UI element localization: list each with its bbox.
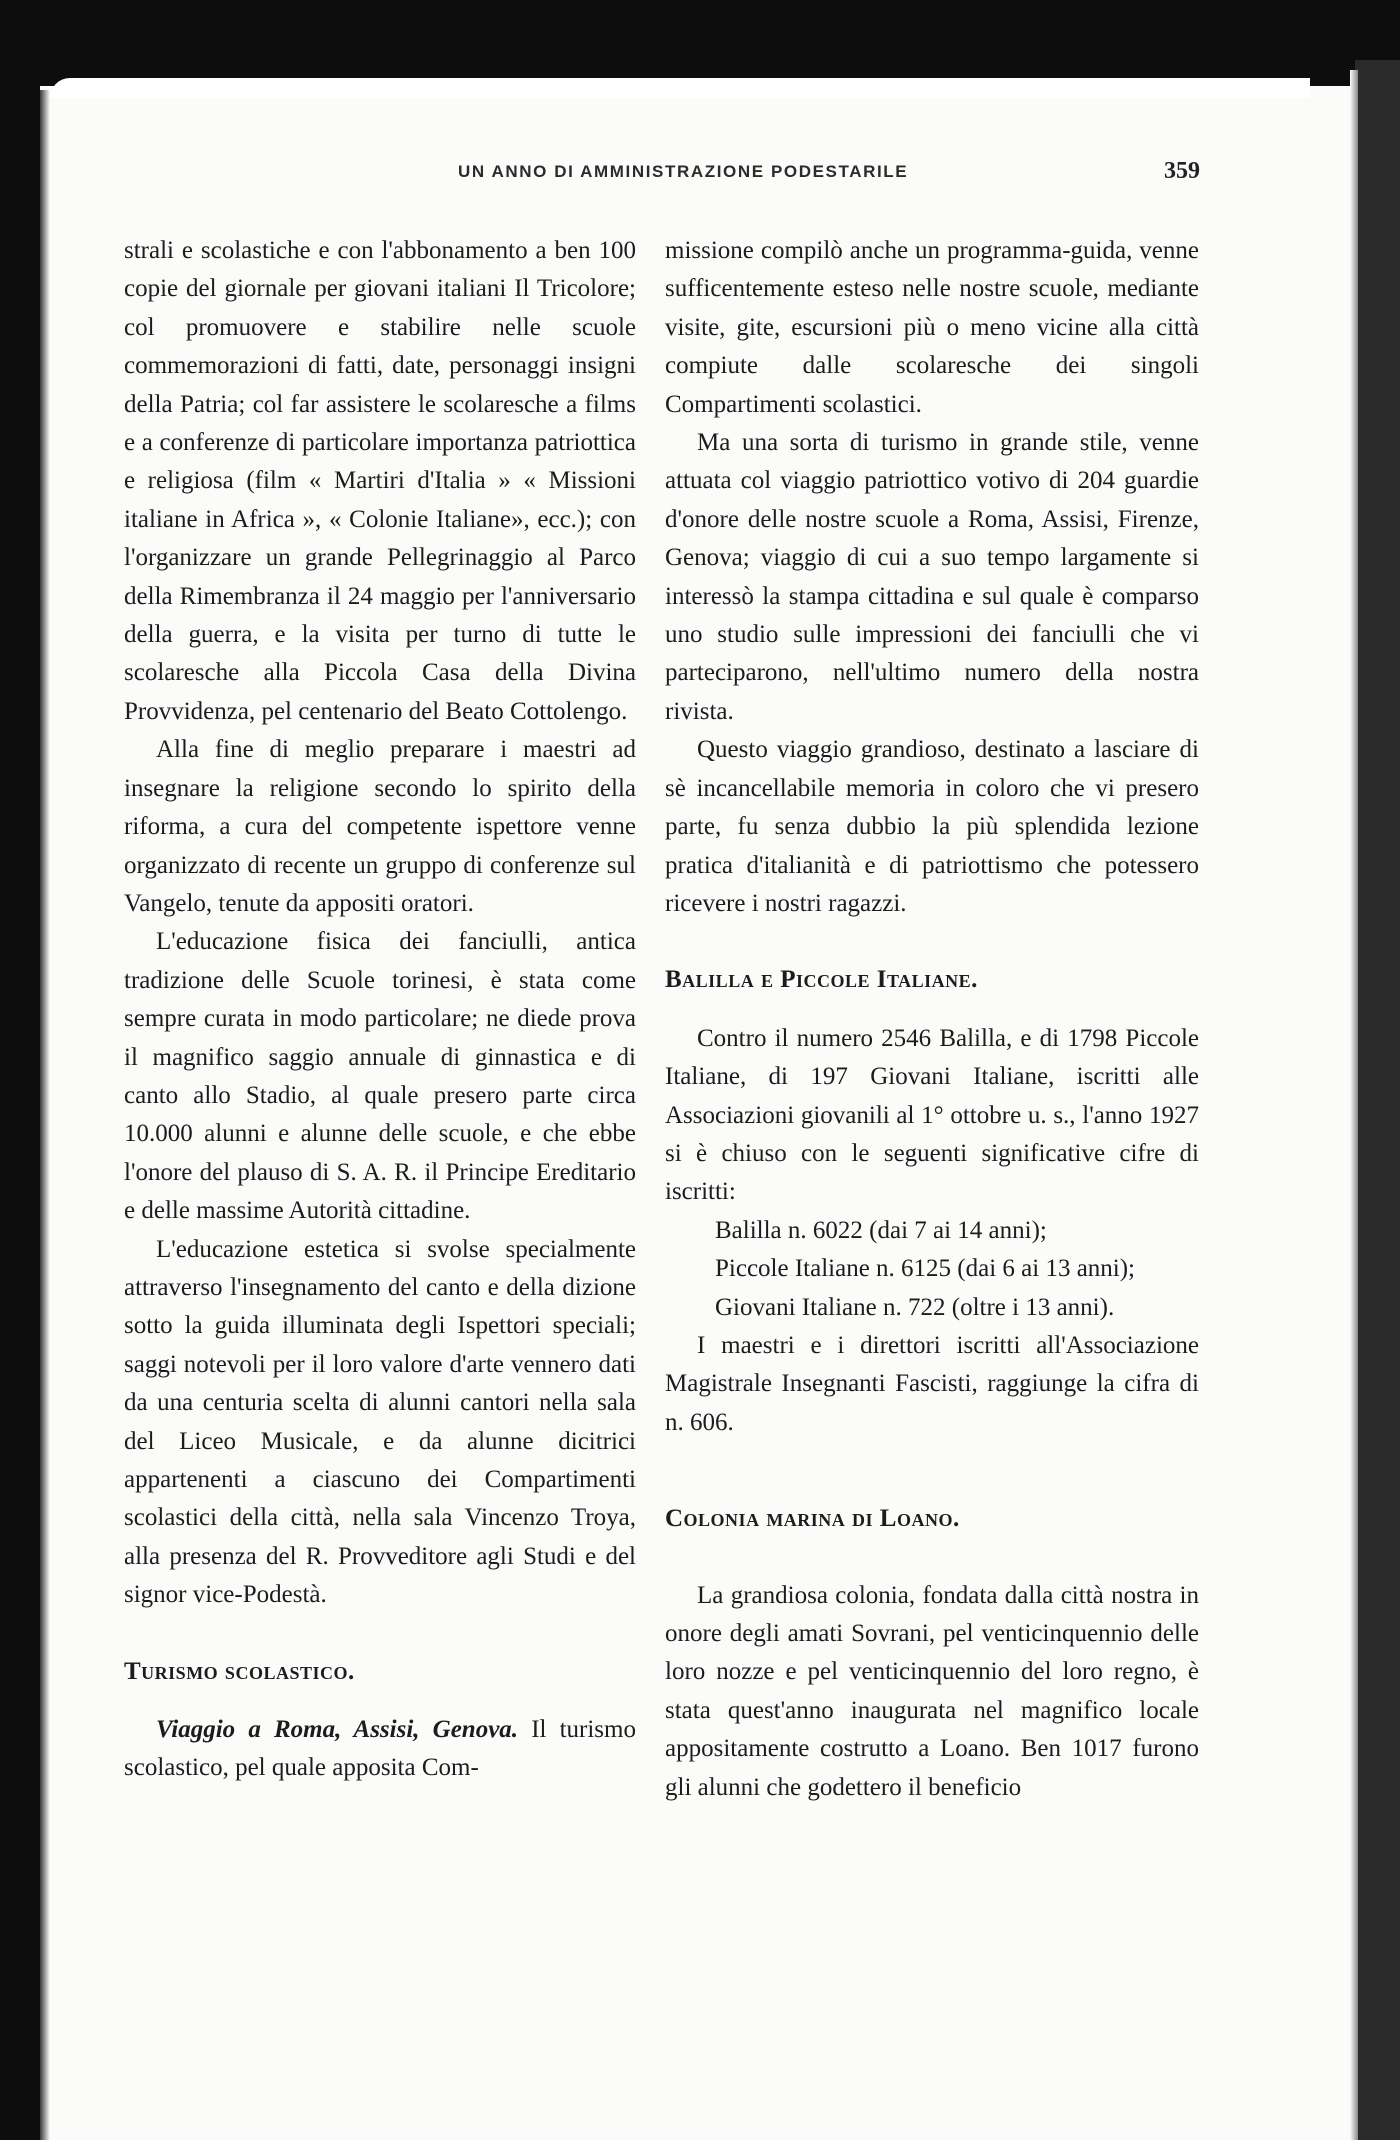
section-heading-turismo: Turismo scolastico.	[124, 1657, 355, 1685]
running-head	[128, 158, 1200, 192]
paragraph	[124, 1711, 636, 1788]
spacer	[124, 1691, 636, 1711]
spacer	[665, 1539, 1199, 1577]
paragraph: La grandiosa colonia, fondata dalla città nostra in onore degli amati Sovrani, pel venticinquennio delle loro nozze e pel venticinquennio del loro regno, è stata quest'anno inaugurata nel magnifico locale appositamente costrutto a Loano. Ben 1017 furono gli alunni che godettero il beneficio	[665, 1581, 1199, 1801]
page-top-edge	[50, 78, 1310, 98]
section-heading-colonia: Colonia marina di Loano.	[665, 1505, 960, 1533]
paragraph: Alla fine di meglio preparare i maestri ad insegnare la religione secondo lo spirito della riforma, a cura del competente ispettore venne organizzato di recente un gruppo di conferenze sul Vangelo, tenute da appositi oratori.	[124, 736, 636, 917]
enrollment-line: Giovani Italiane n. 722 (oltre i 13 anni).	[715, 1293, 1115, 1321]
italic-lead: Viaggio a Roma, Assisi, Genova.	[156, 1716, 519, 1744]
scan-top-border	[0, 0, 1400, 86]
paragraph: L'educazione fisica dei fanciulli, antica tradizione delle Scuole torinesi, è stata come sempre curata in modo particolare; ne diede prova il magnifico saggio annuale di ginnastica e di canto allo Stadio, al quale presero parte circa 10.000 alunni e alunne delle scuole, e che ebbe l'onore del plauso di S. A. R. il Principe Ereditario e delle massime Autorità cittadine.	[124, 928, 636, 1225]
section-heading-balilla: Balilla e Piccole Italiane.	[665, 966, 978, 994]
spacer	[665, 1442, 1199, 1500]
enrollment-line: Piccole Italiane n. 6125 (dai 6 ai 13 anni);	[715, 1255, 1136, 1283]
paragraph: Questo viaggio grandioso, destinato a lasciare di sè incancellabile memoria in coloro che vi presero parte, fu senza dubbio la più splendida lezione pratica d'italianità e di patriottismo che potessero ricevere i nostri ragazzi.	[665, 736, 1199, 917]
header-title: UN ANNO DI AMMINISTRAZIONE PODESTARILE	[458, 162, 909, 181]
left-column	[124, 232, 636, 1788]
paragraph: Contro il numero 2546 Balilla, e di 1798 Piccole Italiane, di 197 Giovani Italiane, iscritti alle Associazioni giovanili al 1° ottobre u. s., l'anno 1927 si è chiuso con le seguenti significative cifre di iscritti:	[665, 1024, 1199, 1206]
scan-right-border	[1355, 60, 1400, 2140]
page-number: 359	[1164, 158, 1200, 184]
paragraph: I maestri e i direttori iscritti all'Associazione Magistrale Insegnanti Fascisti, raggiunge la cifra di n. 606.	[665, 1331, 1199, 1436]
right-column	[665, 232, 1199, 1807]
scan-left-border	[0, 80, 40, 2140]
paragraph: strali e scolastiche e con l'abbonamento a ben 100 copie del giornale per giovani italiani Il Tricolore; col promuovere e stabilire nelle scuole commemorazioni di fatti, date, personaggi insigni della Patria; col far assistere le scolaresche a films e a conferenze di particolare importanza patriottica e religiosa (film « Martiri d'Italia » « Missioni italiane in Africa », « Colonie Italiane», ecc.); con l'organizzare un grande Pellegrinaggio al Parco della Rimembranza il 24 maggio per l'anniversario della guerra, e la visita per turno di tutte le scolaresche alla Piccola Casa della Divina Provvidenza, pel centenario del Beato Cottolengo.	[124, 237, 636, 725]
paragraph: Ma una sorta di turismo in grande stile, venne attuata col viaggio patriottico votivo di 204 guardie d'onore delle nostre scuole a Roma, Assisi, Firenze, Genova; viaggio di cui a suo tempo largamente si interessò la stampa cittadina e sul quale è comparso uno studio sulle impressioni dei fanciulli che vi parteciparono, nell'ultimo numero della nostra rivista.	[665, 429, 1199, 725]
spacer	[124, 1615, 636, 1653]
spacer	[665, 1000, 1199, 1020]
paragraph-text: Il turismo scolastico, pel quale apposita Com-	[124, 1716, 636, 1782]
enrollment-line: Balilla n. 6022 (dai 7 ai 14 anni);	[715, 1216, 1047, 1244]
paragraph: missione compilò anche un programma-guida, venne sufficentemente esteso nelle nostre scuole, mediante visite, gite, escursioni più o meno vicine alla città compiute dalle scolaresche dei singoli Compartimenti scolastici.	[665, 237, 1199, 418]
paragraph: L'educazione estetica si svolse specialmente attraverso l'insegnamento del canto e della dizione sotto la guida illuminata degli Ispettori speciali; saggi notevoli per il loro valore d'arte vennero dati da una centuria scelta di alunni cantori nella sala del Liceo Musicale, e da alunne dicitrici appartenenti a ciascuno dei Compartimenti scolastici della città, nella sala Vincenzo Troya, alla presenza del R. Provveditore agli Studi e del signor vice-Podestà.	[124, 1235, 636, 1609]
page-right-shadow	[1350, 70, 1358, 2140]
page-left-shadow	[40, 90, 50, 2140]
spacer	[665, 923, 1199, 961]
